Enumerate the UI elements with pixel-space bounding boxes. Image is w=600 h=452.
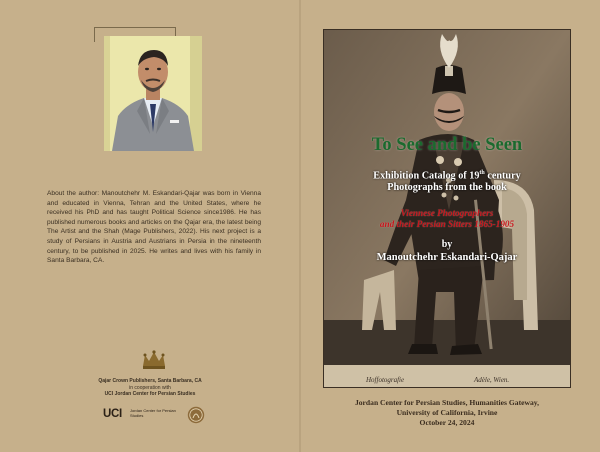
publisher-line: Qajar Crown Publishers, Santa Barbara, CA <box>98 378 202 384</box>
subtitle-line-1 <box>323 168 571 182</box>
event-date: October 24, 2024 <box>419 418 475 427</box>
catalog-subtitle <box>323 168 571 193</box>
author-portrait-drawing <box>104 36 202 151</box>
page-fold <box>299 0 301 452</box>
uci-logo-word: UCI <box>103 408 122 420</box>
author-name: Manoutchehr Eskandari-Qajar <box>376 252 518 263</box>
uci-jordan-center-logo <box>103 406 207 424</box>
by-label: by <box>441 239 453 250</box>
catalog-title: To See and be Seen <box>371 135 523 155</box>
book-title-line-1: Viennese Photographers <box>400 208 494 218</box>
venue-line-2: University of California, Irvine <box>396 408 498 417</box>
book-title-line-2: and their Persian Sitters 1865-1905 <box>379 219 515 229</box>
cooperation-line: in cooperation with <box>129 384 171 391</box>
about-author-text: About the author: Manoutchehr M. Eskandari-Qajar was born in Vienna and educated in Vienna, Tehran and the United States, where he received his PhD and has taught Political Science since1986. He has published numerous books and articles on the Qajar era, the latest being The Artist and the Shah (Mage Publishers, 2022). His next project is a study of Persians in Austria and Austrians in Persia in the nineteenth century, to be published in 2025. He writes and lives with his family in Santa Barbara, CA. <box>47 190 261 265</box>
crown-icon <box>141 350 167 370</box>
book-title <box>323 208 571 230</box>
subtitle-line-1-text: Exhibition Catalog of 19 <box>373 170 480 182</box>
subtitle-line-1-end: century <box>484 170 521 182</box>
studio-name: Hoffotografie <box>366 376 405 384</box>
studio-city: Adèle, Wien. <box>474 376 510 384</box>
author-portrait <box>104 36 202 151</box>
venue-line-1: Jordan Center for Persian Studies, Humanities Gateway, <box>354 398 540 407</box>
seal-icon <box>187 406 205 424</box>
publisher-block <box>60 378 240 398</box>
uci-logo-subtitle: Jordan Center for Persian Studies <box>130 408 176 418</box>
subtitle-line-2: Photographs from the book <box>387 181 507 193</box>
subtitle-superscript: th <box>479 170 485 176</box>
center-line: UCI Jordan Center for Persian Studies <box>104 391 196 398</box>
venue-block <box>318 398 576 428</box>
